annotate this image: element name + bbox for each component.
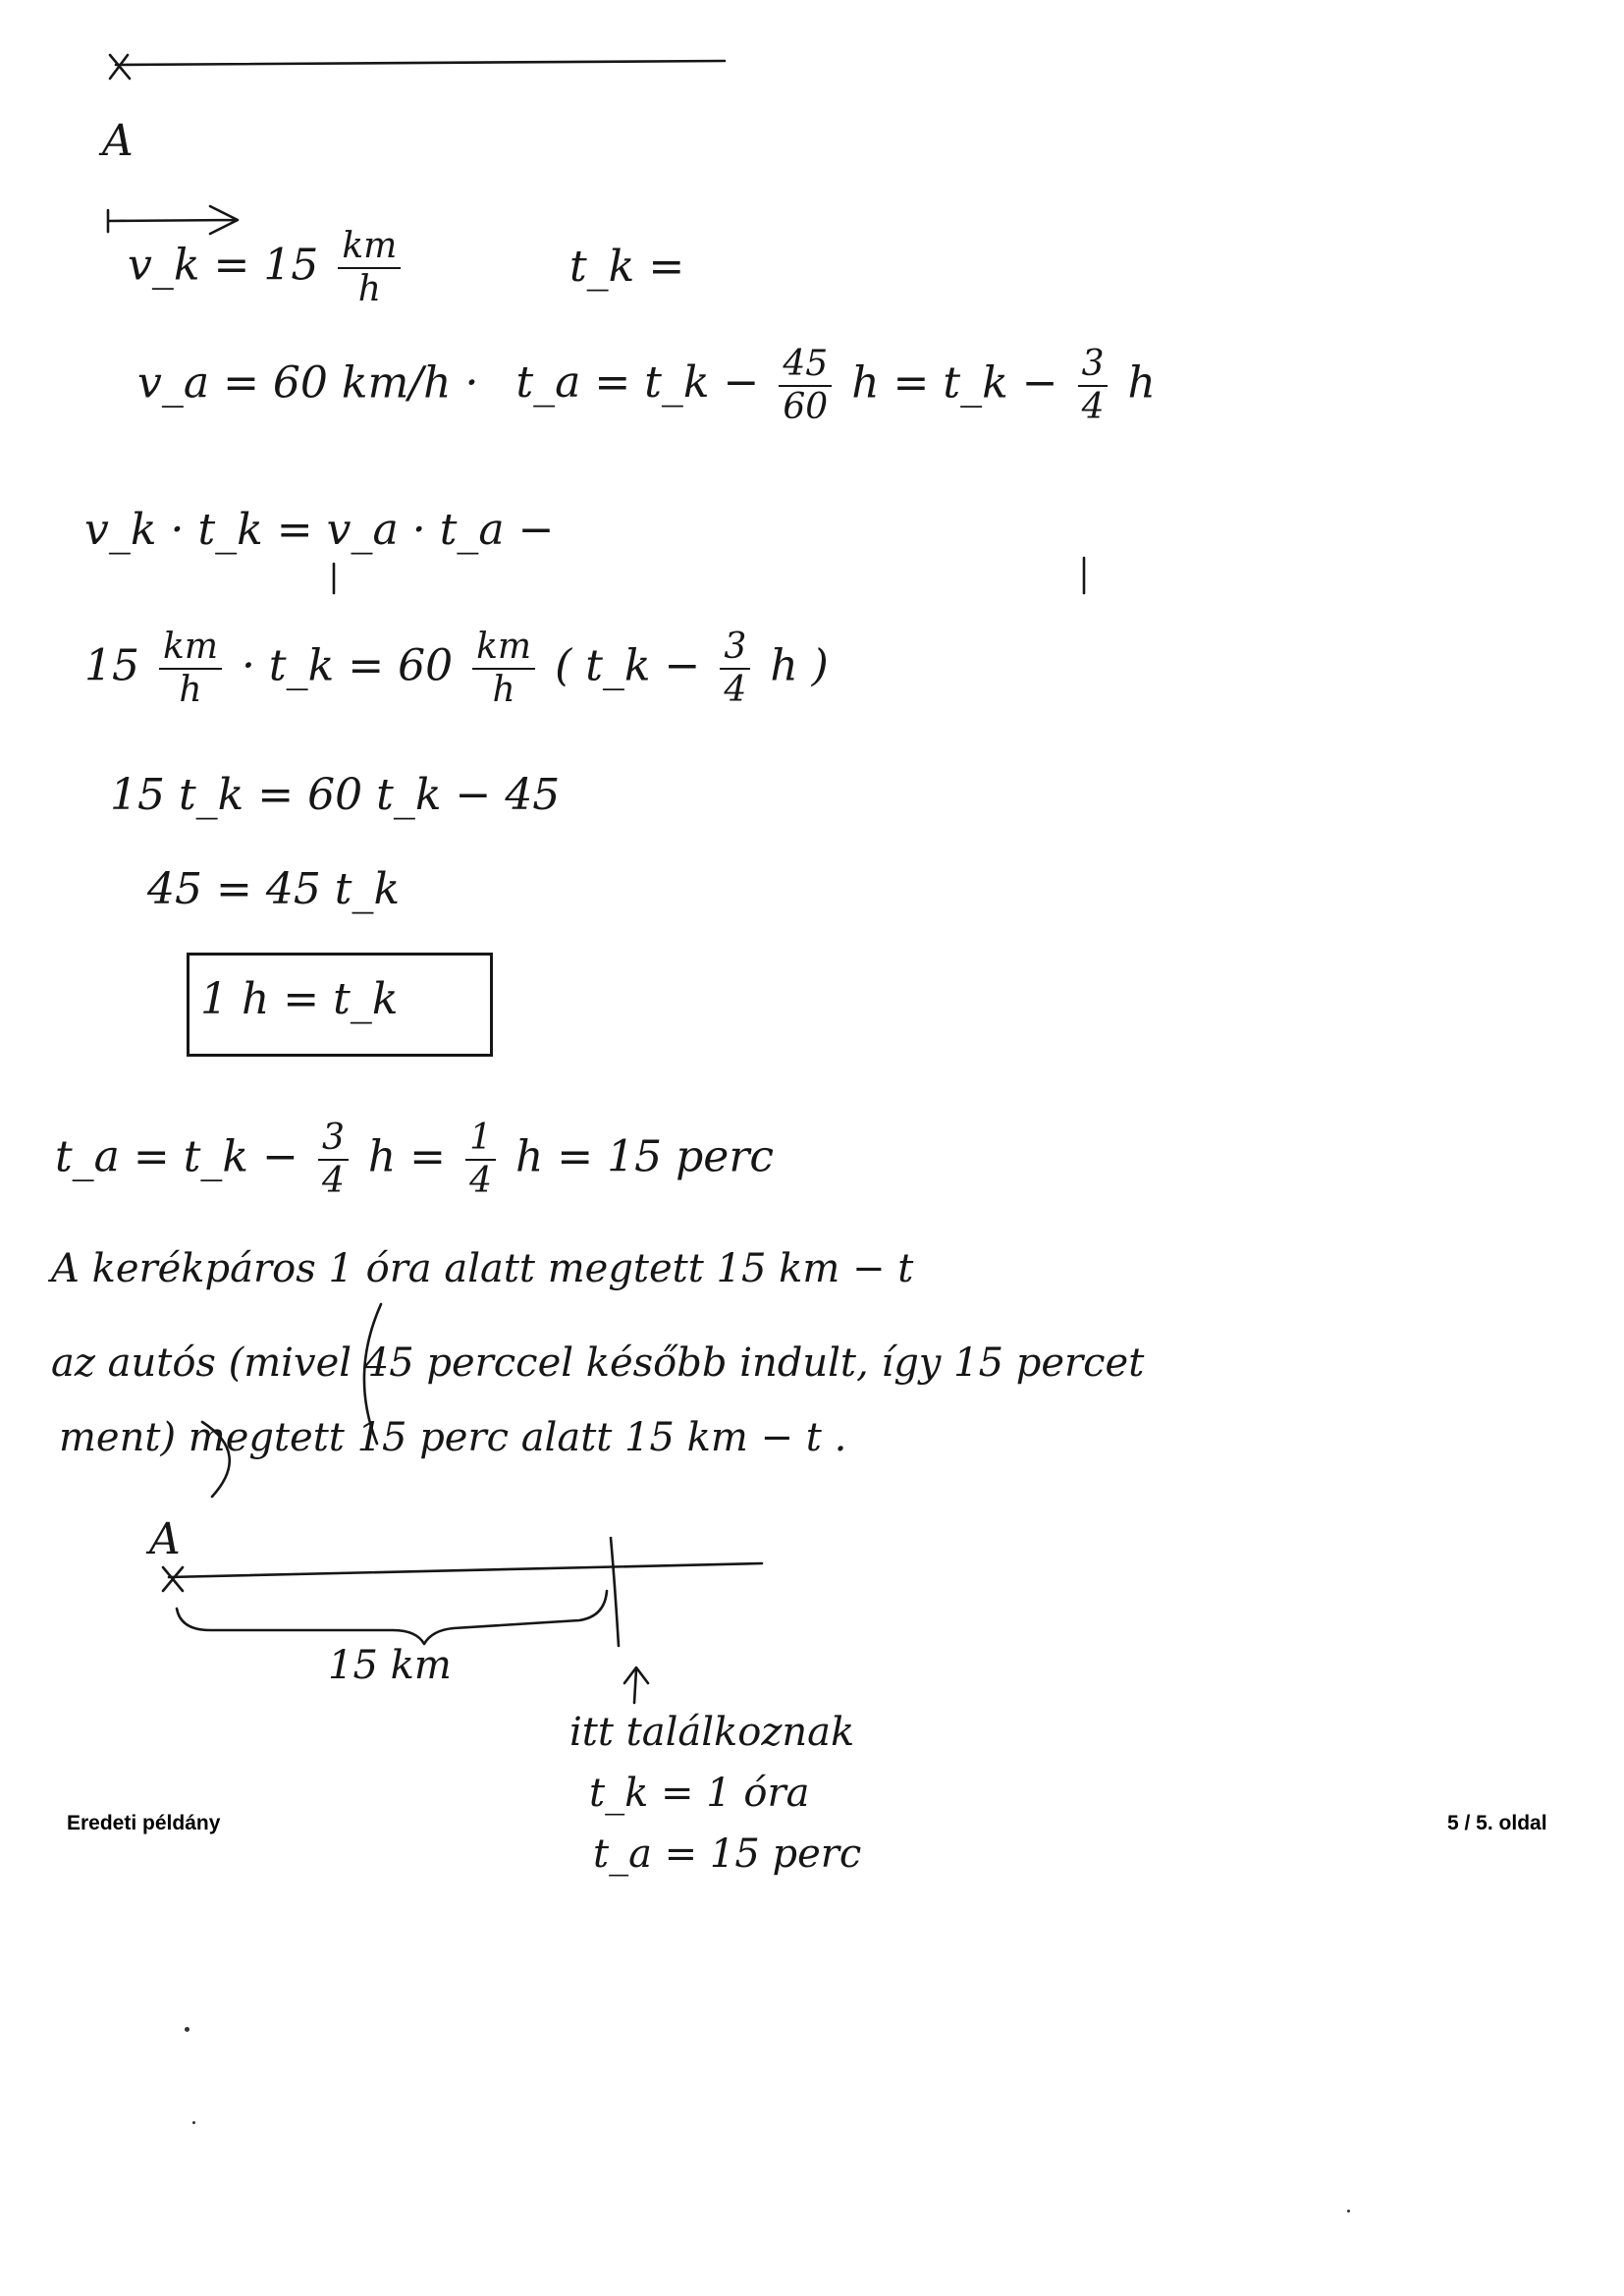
t-a-result-line: [55, 1120, 774, 1200]
given-t-a-suffix: h: [1127, 357, 1156, 409]
meeting-arrow: [624, 1667, 648, 1703]
bottom-x-mark: [163, 1567, 183, 1591]
bottom-t-k: t_k = 1 óra: [589, 1771, 810, 1816]
line2-frac-num: 3: [720, 629, 750, 670]
given-t-a-mid: h = t_k −: [851, 357, 1058, 409]
line2-b: · t_k = 60: [241, 640, 454, 691]
t-a-result-left: t_a = t_k −: [55, 1131, 298, 1182]
footer-page-number: 5 / 5. oldal: [1447, 1812, 1547, 1834]
t-a-frac1-den: 4: [321, 1160, 345, 1201]
derivation-line1: v_k · t_k = v_a · t_a −: [84, 505, 555, 555]
given-t-k: t_k =: [569, 242, 685, 292]
t-a-result-right: h = 15 perc: [514, 1131, 775, 1182]
top-x-mark: [110, 55, 130, 79]
t-a-frac1-num: 3: [318, 1120, 349, 1161]
top-road-line: [116, 61, 725, 65]
scan-speck: [1347, 2210, 1350, 2213]
distance-label: 15 km: [328, 1643, 452, 1688]
meeting-point-line: [611, 1538, 619, 1646]
bottom-t-a: t_a = 15 perc: [593, 1831, 862, 1877]
result-text: 1 h = t_k: [200, 974, 399, 1024]
distance-brace: [177, 1591, 607, 1644]
line2-c: ( t_k −: [555, 640, 701, 691]
frac-3: 3: [1078, 346, 1109, 387]
line2-unit2-den: h: [492, 669, 515, 710]
line2-unit-den: h: [179, 669, 202, 710]
frac-60: 60: [783, 386, 829, 427]
top-point-label: A: [102, 116, 134, 166]
t-a-frac2-den: 4: [469, 1160, 492, 1201]
line2-d: h ): [770, 640, 829, 691]
given-v-k: [128, 228, 406, 308]
bottom-point-label: A: [149, 1514, 181, 1564]
line2-frac: [720, 629, 750, 709]
unit-numerator: km: [338, 228, 401, 269]
given-v-a-line: [137, 346, 1156, 426]
footer-original-copy: Eredeti példány: [67, 1812, 221, 1834]
meeting-label: itt találkoznak: [569, 1710, 855, 1755]
line2-unit-num: km: [159, 629, 222, 670]
given-v-a: v_a = 60 km/h ·: [137, 357, 479, 409]
line2-a: 15: [84, 640, 139, 691]
given-v-k-unit: [338, 228, 401, 308]
line2-unit: [159, 629, 222, 709]
frac-45: 45: [779, 346, 832, 387]
t-a-frac2: [465, 1120, 496, 1200]
t-a-frac2-num: 1: [465, 1120, 496, 1161]
frac-4: 4: [1081, 386, 1105, 427]
scan-speck: [192, 2121, 195, 2124]
given-t-a-prefix: t_a = t_k −: [515, 357, 760, 409]
line2-unit2-num: km: [472, 629, 535, 670]
unit-denominator: h: [357, 268, 381, 309]
derivation-line2: [84, 629, 829, 709]
frac-3-4: [1078, 346, 1109, 426]
line2-frac-den: 4: [724, 669, 747, 710]
derivation-line4: 45 = 45 t_k: [147, 864, 401, 914]
explanation-line2: az autós (mivel 45 perccel később indult, így 15 percet: [51, 1340, 1145, 1386]
derivation-line3: 15 t_k = 60 t_k − 45: [110, 770, 561, 820]
explanation-line1: A kerékpáros 1 óra alatt megtett 15 km − t: [51, 1246, 914, 1291]
given-v-k-text: v_k = 15: [128, 240, 319, 291]
line2-unit2: [472, 629, 535, 709]
scan-speck: [185, 2027, 189, 2032]
t-a-frac1: [318, 1120, 349, 1200]
bottom-road-line: [169, 1563, 762, 1577]
frac-45-60: [779, 346, 832, 426]
t-a-result-mid: h =: [367, 1131, 447, 1182]
explanation-line3: ment) megtett 15 perc alatt 15 km − t .: [59, 1415, 847, 1460]
